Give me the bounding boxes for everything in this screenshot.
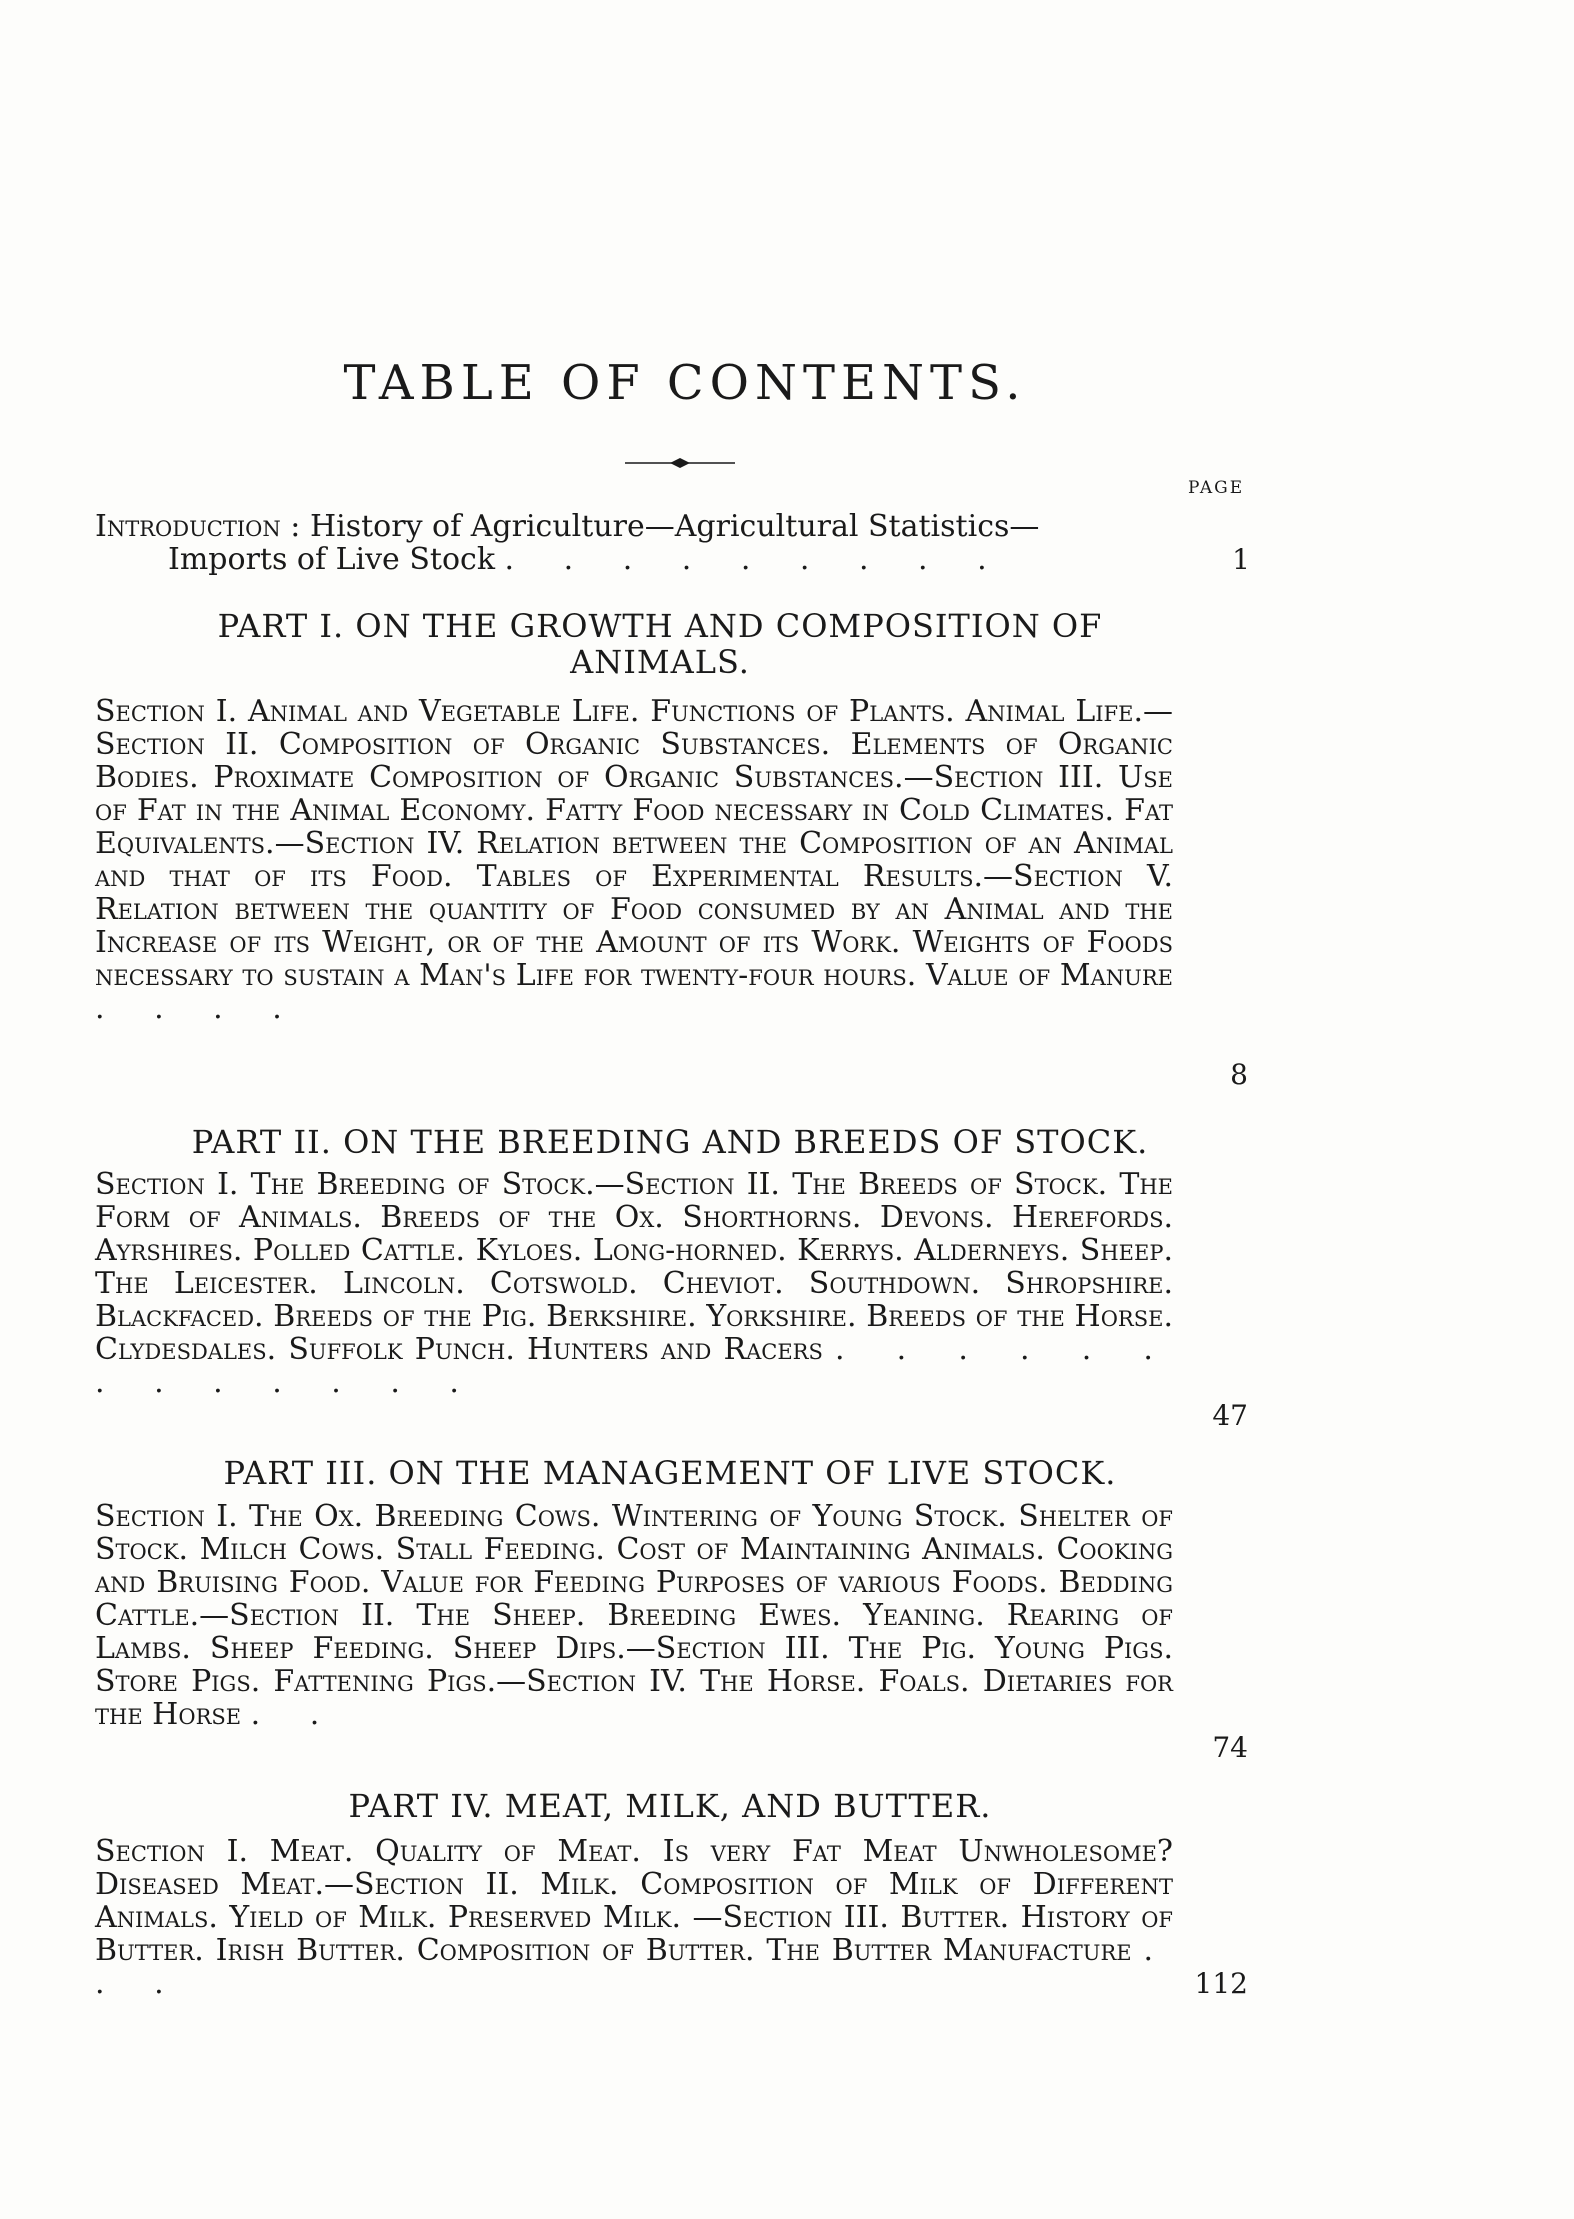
introduction-text-line1: History of Agriculture—Agricultural Statistics— xyxy=(309,509,1040,544)
part-2-entry-text: Section I. The Breeding of Stock.—Section II. The Breeds of Stock. The Form of Animals. Breeds of the Ox. Shorthorns. Devons. Herefords. Ayrshires. Polled Cattle. Kyloes. Long-horned. Kerrys. Alderneys. Sheep. The Leicester. Lincoln. Cotswold. Cheviot. Southdown. Shropshire. Blackfaced. Breeds of the Pig. Berkshire. Yorkshire. Breeds of the Horse. Clydesdales. Suffolk Punch. Hunters and Racers xyxy=(95,1167,1173,1367)
page-title: TABLE OF CONTENTS. xyxy=(343,355,1027,411)
part-1-heading-line1: PART I. ON THE GROWTH AND COMPOSITION OF xyxy=(217,607,1103,645)
part-4-heading: PART IV. MEAT, MILK, AND BUTTER. xyxy=(348,1787,992,1825)
page-column-label: PAGE xyxy=(1188,478,1245,498)
introduction-label: Introduction : xyxy=(95,509,301,544)
part-3-leaders: . . xyxy=(250,1697,340,1732)
part-3-entry-text: Section I. The Ox. Breeding Cows. Wintering of Young Stock. Shelter of Stock. Milch Cows. Stall Feeding. Cost of Maintaining Animals. Cooking and Bruising Food. Value for Feeding Purposes of various Foods. Bedding Cattle.—Section II. The Sheep. Breeding Ewes. Yeaning. Rearing of Lambs. Sheep Feeding. Sheep Dips.—Section III. The Pig. Young Pigs. Store Pigs. Fattening Pigs.—Section IV. The Horse. Foals. Dietaries for the Horse xyxy=(95,1499,1173,1732)
introduction-leaders: . . . . . . . . . xyxy=(504,542,1007,577)
part-1-entry-text: Section I. Animal and Vegetable Life. Functions of Plants. Animal Life.—Section II. Composition of Organic Substances. Elements of Organic Bodies. Proximate Composition of Organic Substances.—Section III. Use of Fat in the Animal Economy. Fatty Food necessary in Cold Climates. Fat Equivalents.—Section IV. Relation between the Composition of an Animal and that of its Food. Tables of Experimental Results.—Section V. Relation between the quantity of Food consumed by an Animal and the Increase of its Weight, or of the Amount of its Work. Weights of Foods necessary to sustain a Man's Life for twenty-four hours. Value of Manure xyxy=(95,694,1173,993)
part-4-page-number: 112 xyxy=(1194,1967,1248,2000)
part-4-leaders: . . . xyxy=(95,1933,1173,2001)
part-1-leaders: . . . . xyxy=(95,991,302,1026)
part-2-page-number: 47 xyxy=(1212,1399,1248,1432)
part-1-heading xyxy=(95,608,1225,680)
toc-introduction xyxy=(95,509,1250,577)
part-2-leaders: . . . . . . . . . . . . . xyxy=(95,1332,1173,1400)
part-3-entry xyxy=(95,1499,1248,1764)
part-4-entry-text: Section I. Meat. Quality of Meat. Is very Fat Meat Unwholesome? Diseased Meat.—Section II. Milk. Composition of Milk of Different Animals. Yield of Milk. Preserved Milk. —Section III. Butter. History of Butter. Irish Butter. Composition of Butter. The Butter Manufacture xyxy=(95,1834,1173,1968)
part-2-entry xyxy=(95,1167,1248,1432)
part-1-page-number: 8 xyxy=(1230,1058,1248,1091)
part-1-heading-line2: ANIMALS. xyxy=(570,643,750,681)
part-4-entry xyxy=(95,1834,1248,2001)
part-3-page-number: 74 xyxy=(1212,1731,1248,1764)
part-3-heading: PART III. ON THE MANAGEMENT OF LIVE STOCK. xyxy=(223,1454,1117,1492)
introduction-text-line2: Imports of Live Stock xyxy=(168,542,495,577)
ornament-divider xyxy=(625,455,735,471)
introduction-page-number: 1 xyxy=(1232,543,1250,576)
part-2-heading: PART II. ON THE BREEDING AND BREEDS OF STOCK. xyxy=(191,1123,1149,1161)
part-1-entry xyxy=(95,694,1248,1091)
